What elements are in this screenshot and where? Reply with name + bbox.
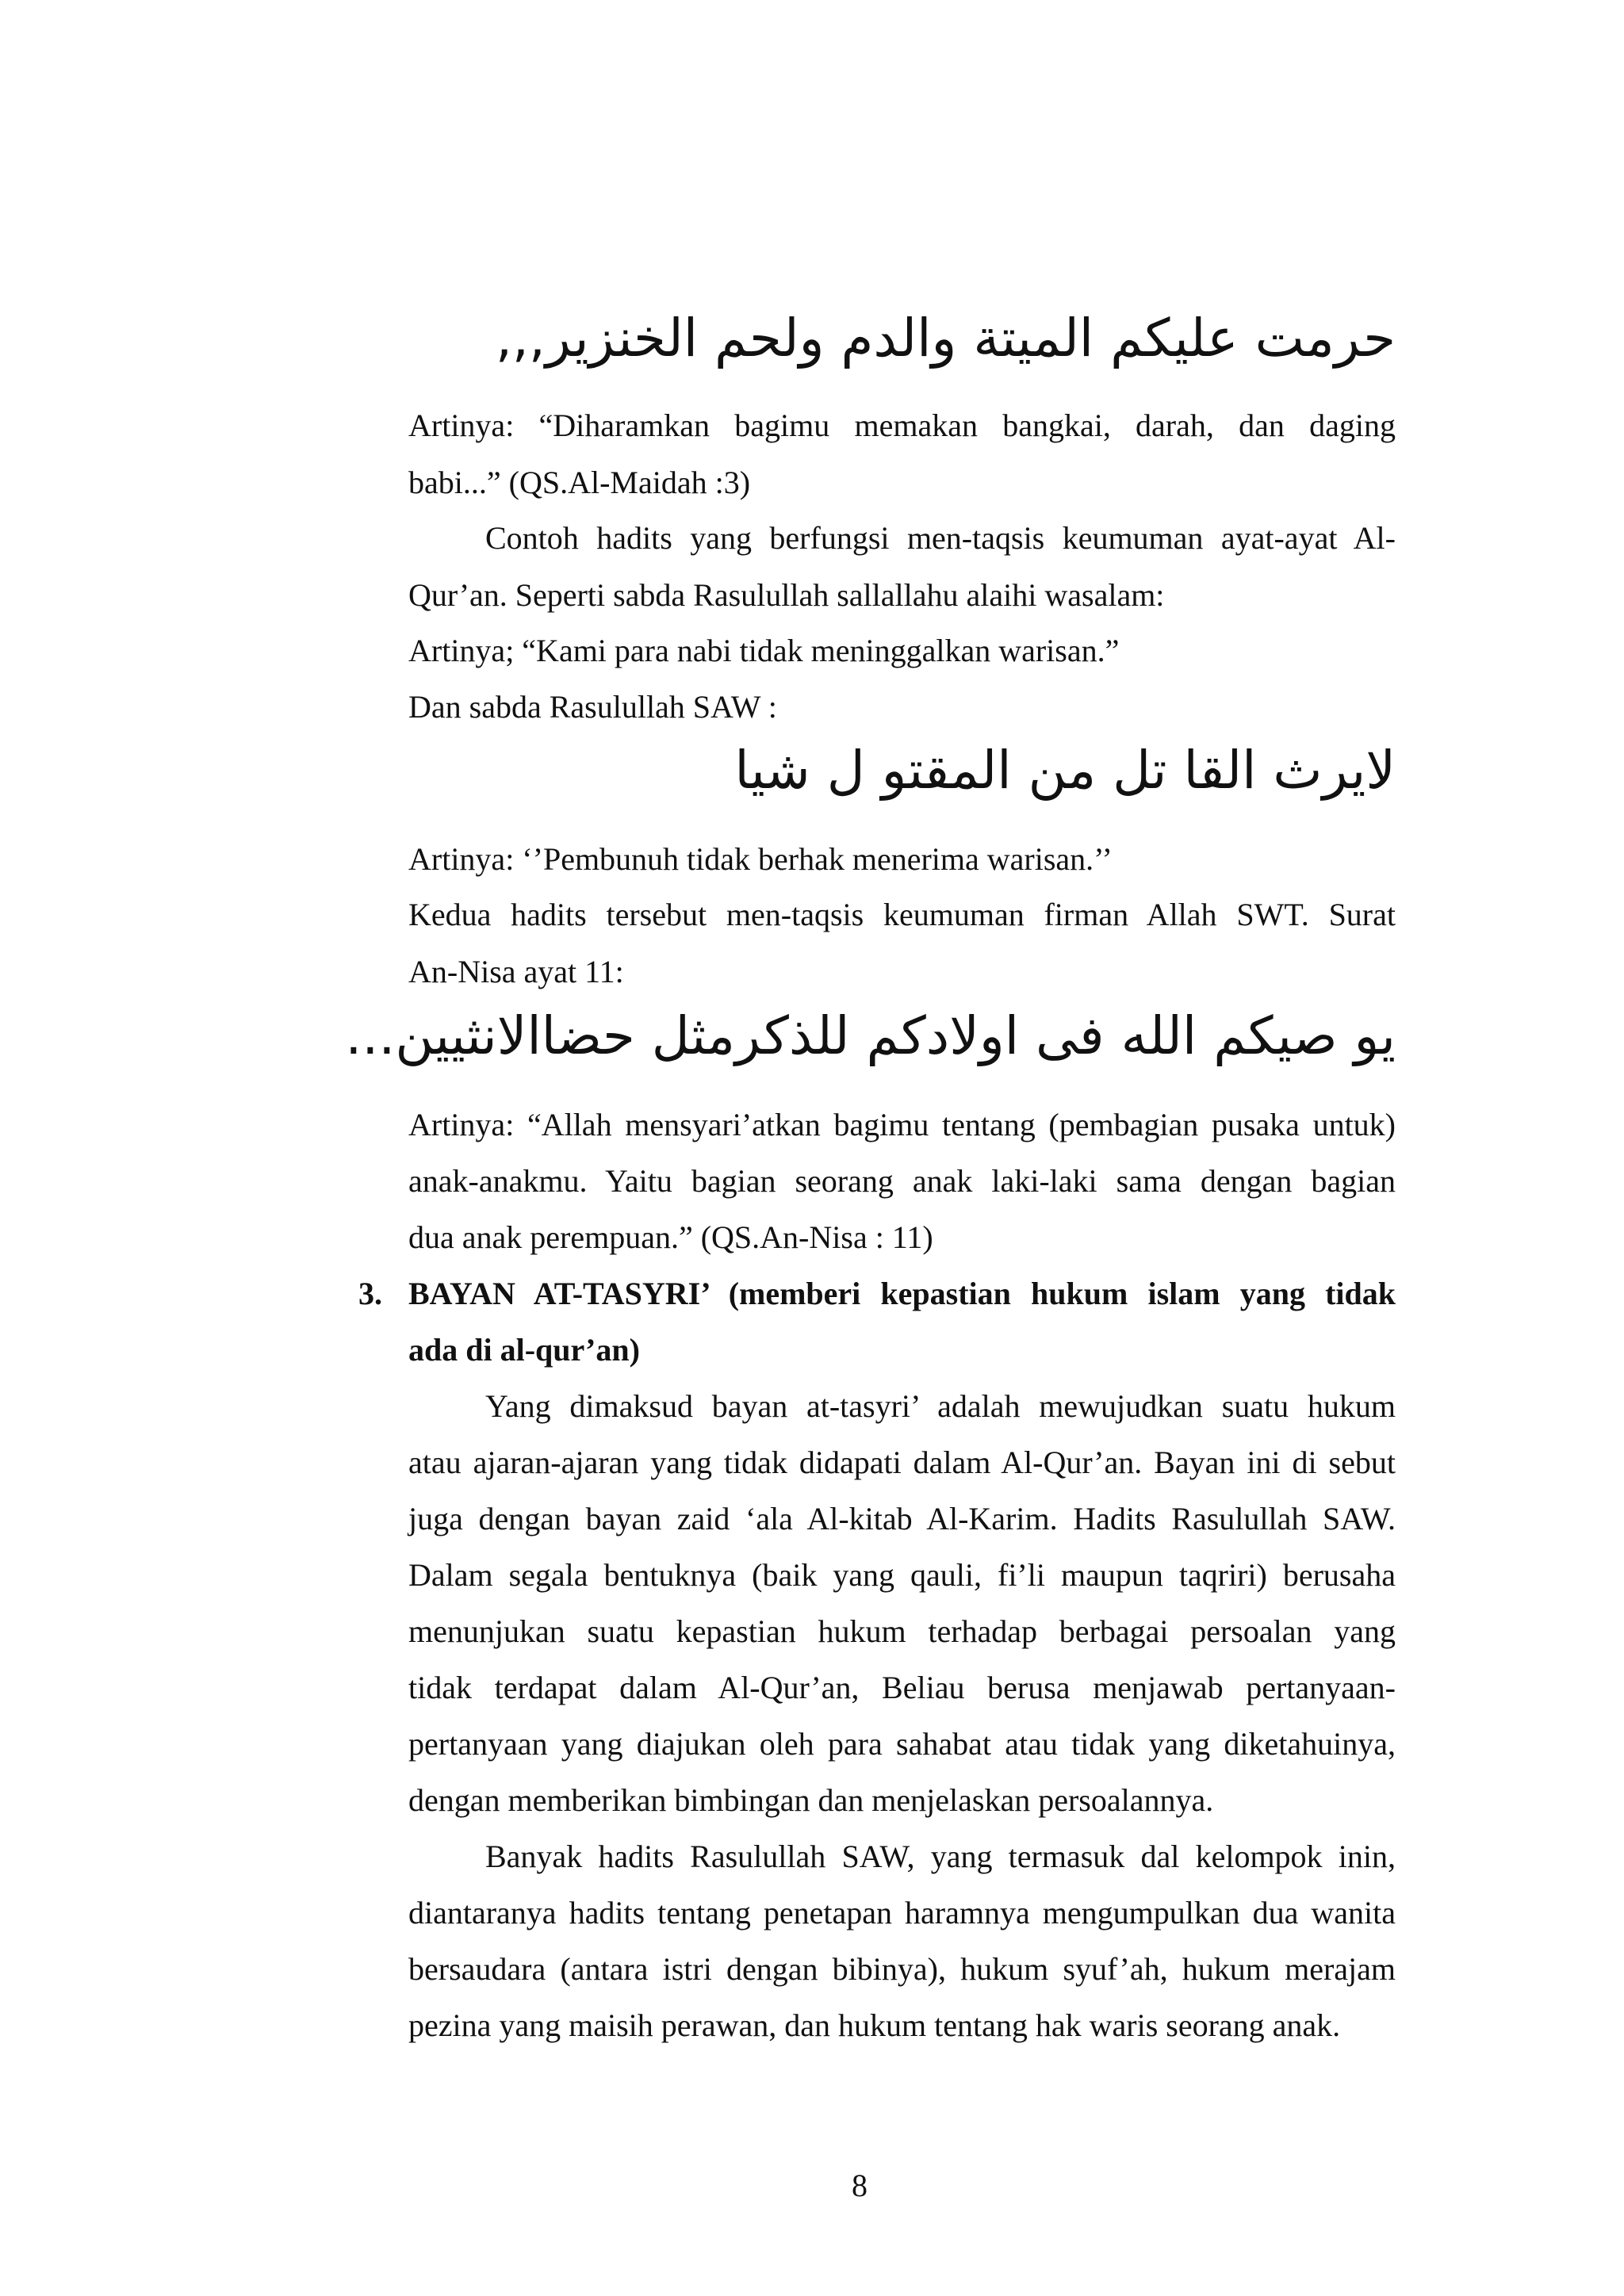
paragraph-line: tidak terdapat dalam Al-Qur’an, Beliau berusa menjawab pertanyaan- <box>408 1670 1396 1705</box>
verse-translation-line: Artinya: “Diharamkan bagimu memakan bangkai, darah, dan daging <box>408 408 1396 443</box>
verse-translation-line: anak-anakmu. Yaitu bagian seorang anak laki-laki sama dengan bagian <box>408 1163 1396 1199</box>
section-heading: ada di al-qur’an) <box>408 1332 640 1368</box>
page-number: 8 <box>852 2168 868 2203</box>
paragraph-line: dengan memberikan bimbingan dan menjelaskan persoalannya. <box>408 1782 1214 1818</box>
verse-translation-line: dua anak perempuan.” (QS.An-Nisa : 11) <box>408 1219 933 1255</box>
hadith-intro: Dan sabda Rasulullah SAW : <box>408 689 777 725</box>
paragraph-line: Banyak hadits Rasulullah SAW, yang termasuk dal kelompok inin, <box>485 1839 1396 1874</box>
paragraph-line: Kedua hadits tersebut men-taqsis keumuman firman Allah SWT. Surat <box>408 897 1396 932</box>
verse-translation-line: Artinya: “Allah mensyari’atkan bagimu tentang (pembagian pusaka untuk) <box>408 1107 1396 1142</box>
paragraph-line: bersaudara (antara istri dengan bibinya), hukum syuf’ah, hukum merajam <box>408 1951 1396 1987</box>
section-heading: BAYAN AT-TASYRI’ (memberi kepastian hukum islam yang tidak <box>408 1276 1396 1311</box>
section-number: 3. <box>358 1276 382 1311</box>
paragraph-line: menunjukan suatu kepastian hukum terhadap berbagai persoalan yang <box>408 1613 1396 1649</box>
hadith-translation: Artinya; “Kami para nabi tidak meninggalkan warisan.” <box>408 633 1120 668</box>
arabic-verse-al-maidah: حرمت عليكم الميتة والدم ولحم الخنزير,,, <box>495 308 1396 369</box>
hadith-translation: Artinya: ‘’Pembunuh tidak berhak menerima warisan.’’ <box>408 841 1113 877</box>
paragraph-line: Contoh hadits yang berfungsi men-taqsis keumuman ayat-ayat Al- <box>485 520 1396 556</box>
paragraph-line: pertanyaan yang diajukan oleh para sahabat atau tidak yang diketahuinya, <box>408 1726 1396 1762</box>
paragraph-line: pezina yang maisih perawan, dan hukum tentang hak waris seorang anak. <box>408 2007 1341 2043</box>
paragraph-line: Yang dimaksud bayan at-tasyri’ adalah mewujudkan suatu hukum <box>485 1388 1396 1424</box>
paragraph-line: An-Nisa ayat 11: <box>408 954 624 989</box>
verse-translation-line: babi...” (QS.Al-Maidah :3) <box>408 465 751 500</box>
paragraph-line: Dalam segala bentuknya (baik yang qauli, fi’li maupun taqriri) berusaha <box>408 1557 1396 1593</box>
paragraph-line: diantaranya hadits tentang penetapan haramnya mengumpulkan dua wanita <box>408 1895 1396 1931</box>
paragraph-line: juga dengan bayan zaid ‘ala Al-kitab Al-Karim. Hadits Rasulullah SAW. <box>408 1501 1396 1536</box>
paragraph-line: atau ajaran-ajaran yang tidak didapati dalam Al-Qur’an. Bayan ini di sebut <box>408 1445 1396 1480</box>
paragraph-line: Qur’an. Seperti sabda Rasulullah sallallahu alaihi wasalam: <box>408 577 1165 613</box>
arabic-hadith: لايرث القا تل من المقتو ل شيا <box>734 740 1396 801</box>
arabic-verse-an-nisa: يو صيكم الله فى اولادكم للذكرمثل حضاالانثيين... <box>345 1005 1396 1066</box>
